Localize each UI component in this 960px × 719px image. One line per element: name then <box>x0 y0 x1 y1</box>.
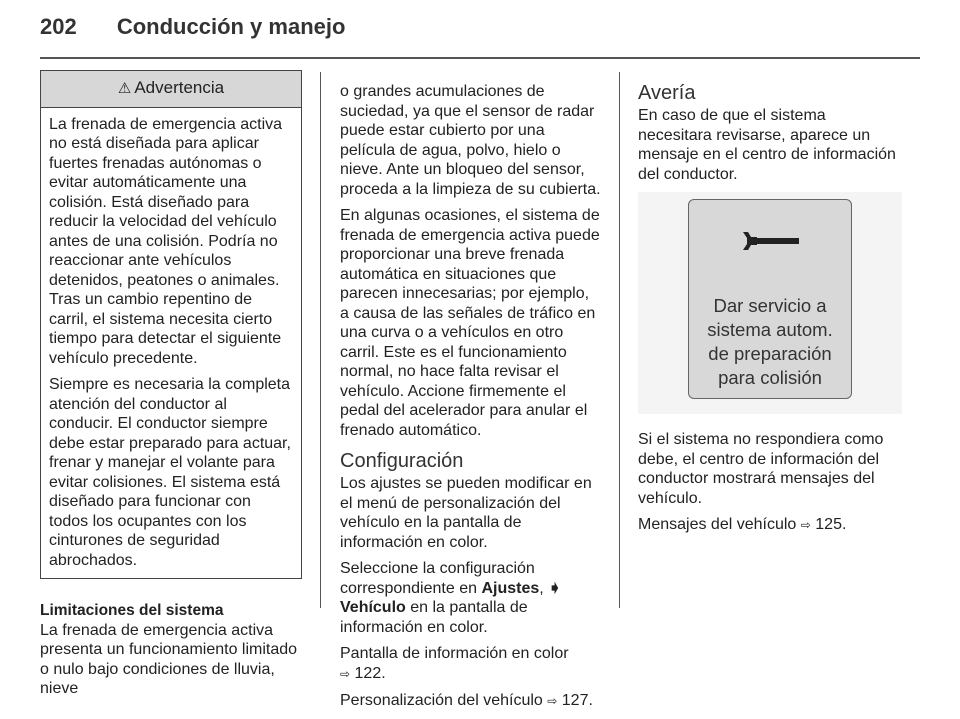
page-number: 202 <box>40 14 77 39</box>
reference-vehicle-personalization: Personalización del vehículo ⇨ 127. <box>340 691 602 712</box>
warning-body <box>41 108 301 579</box>
fault-paragraph-2: Si el sistema no respondiera como debe, el centro de información del conductor mostrará mensajes del vehículo. <box>638 431 884 507</box>
column-3 <box>638 82 902 543</box>
menu-ajustes: Ajustes <box>481 579 540 597</box>
limitations-paragraph-1-start: La frenada de emergencia activa presenta un funcionamiento limitado o nulo bajo condiciones de lluvia, nieve <box>40 621 298 697</box>
page-reference-icon <box>547 692 557 709</box>
limitations-heading: Limitaciones del sistema <box>40 602 224 619</box>
column-2 <box>340 82 602 719</box>
warning-box <box>40 70 302 579</box>
menu-vehiculo: Vehículo <box>340 599 406 616</box>
warning-triangle-icon: ⚠ <box>117 80 132 97</box>
warning-title: Advertencia <box>134 78 225 97</box>
configuration-heading: Configuración <box>340 450 464 472</box>
header-rule <box>40 57 920 59</box>
page-title: Conducción y manejo <box>116 14 346 39</box>
fault-heading: Avería <box>638 82 696 104</box>
warning-paragraph-1: La frenada de emergencia activa no está diseñada para aplicar fuertes frenadas autónomas o evitar automáticamente una colisión. Está diseñado para reducir la velocidad del vehículo antes de una colisión. Podría no reaccionar ante vehículos detenidos, peatones o animales. Tras un cambio repentino de carril, el sistema necesita cierto tiempo para detectar el siguiente vehículo precedente. <box>49 115 283 367</box>
reference-color-display: Pantalla de información en color ⇨ 122. <box>340 644 602 684</box>
driver-info-display <box>688 199 852 399</box>
fault-paragraph-1: En caso de que el sistema necesitara revisarse, aparece un mensaje en el centro de información del conductor. <box>638 107 896 183</box>
configuration-paragraph-2: Seleccione la configuración correspondiente en Ajustes, ➧ Vehículo en la pantalla de información en color. <box>340 560 562 636</box>
display-illustration <box>638 192 902 414</box>
reference-vehicle-messages: Mensajes del vehículo ⇨ 125. <box>638 515 902 536</box>
warning-paragraph-2: Siempre es necesaria la completa atención del conductor al conducir. El conductor siempre debe estar preparado para actuar, frenar y manejar el volante para evitar colisiones. El sistema está diseñado para funcionar con todos los ocupantes con los cinturones de seguridad abrochados. <box>49 376 291 569</box>
display-message: Dar servicio a sistema autom. de preparación para colisión <box>707 295 833 388</box>
page-header <box>40 14 345 40</box>
column-divider-1 <box>320 72 321 608</box>
warning-header <box>41 71 301 108</box>
column-divider-2 <box>619 72 620 608</box>
page-reference-icon <box>340 665 350 682</box>
page-reference-icon <box>801 516 811 533</box>
arrow-right-icon: ➧ <box>548 579 562 597</box>
column-1 <box>40 70 302 706</box>
limitations-paragraph-2: En algunas ocasiones, el sistema de frenada de emergencia activa puede proporcionar una breve frenada automática en situaciones que parecen innecesarias; por ejemplo, a causa de las señales de tráfico en una curva o a vehículos en otro carril. Este es el funcionamiento normal, no hace falta revisar el vehículo. Accione firmemente el pedal del acelerador para anular el frenado automático. <box>340 207 600 439</box>
wrench-icon <box>741 230 801 252</box>
limitations-paragraph-1-cont: o grandes acumulaciones de suciedad, ya que el sensor de radar puede estar cubierto por una película de agua, polvo, hielo o nieve. Ante un bloqueo del sensor, proceda a la limpieza de su cubierta. <box>340 83 601 198</box>
configuration-paragraph-1: Los ajustes se pueden modificar en el menú de personalización del vehículo en la pantalla de información en color. <box>340 475 592 551</box>
